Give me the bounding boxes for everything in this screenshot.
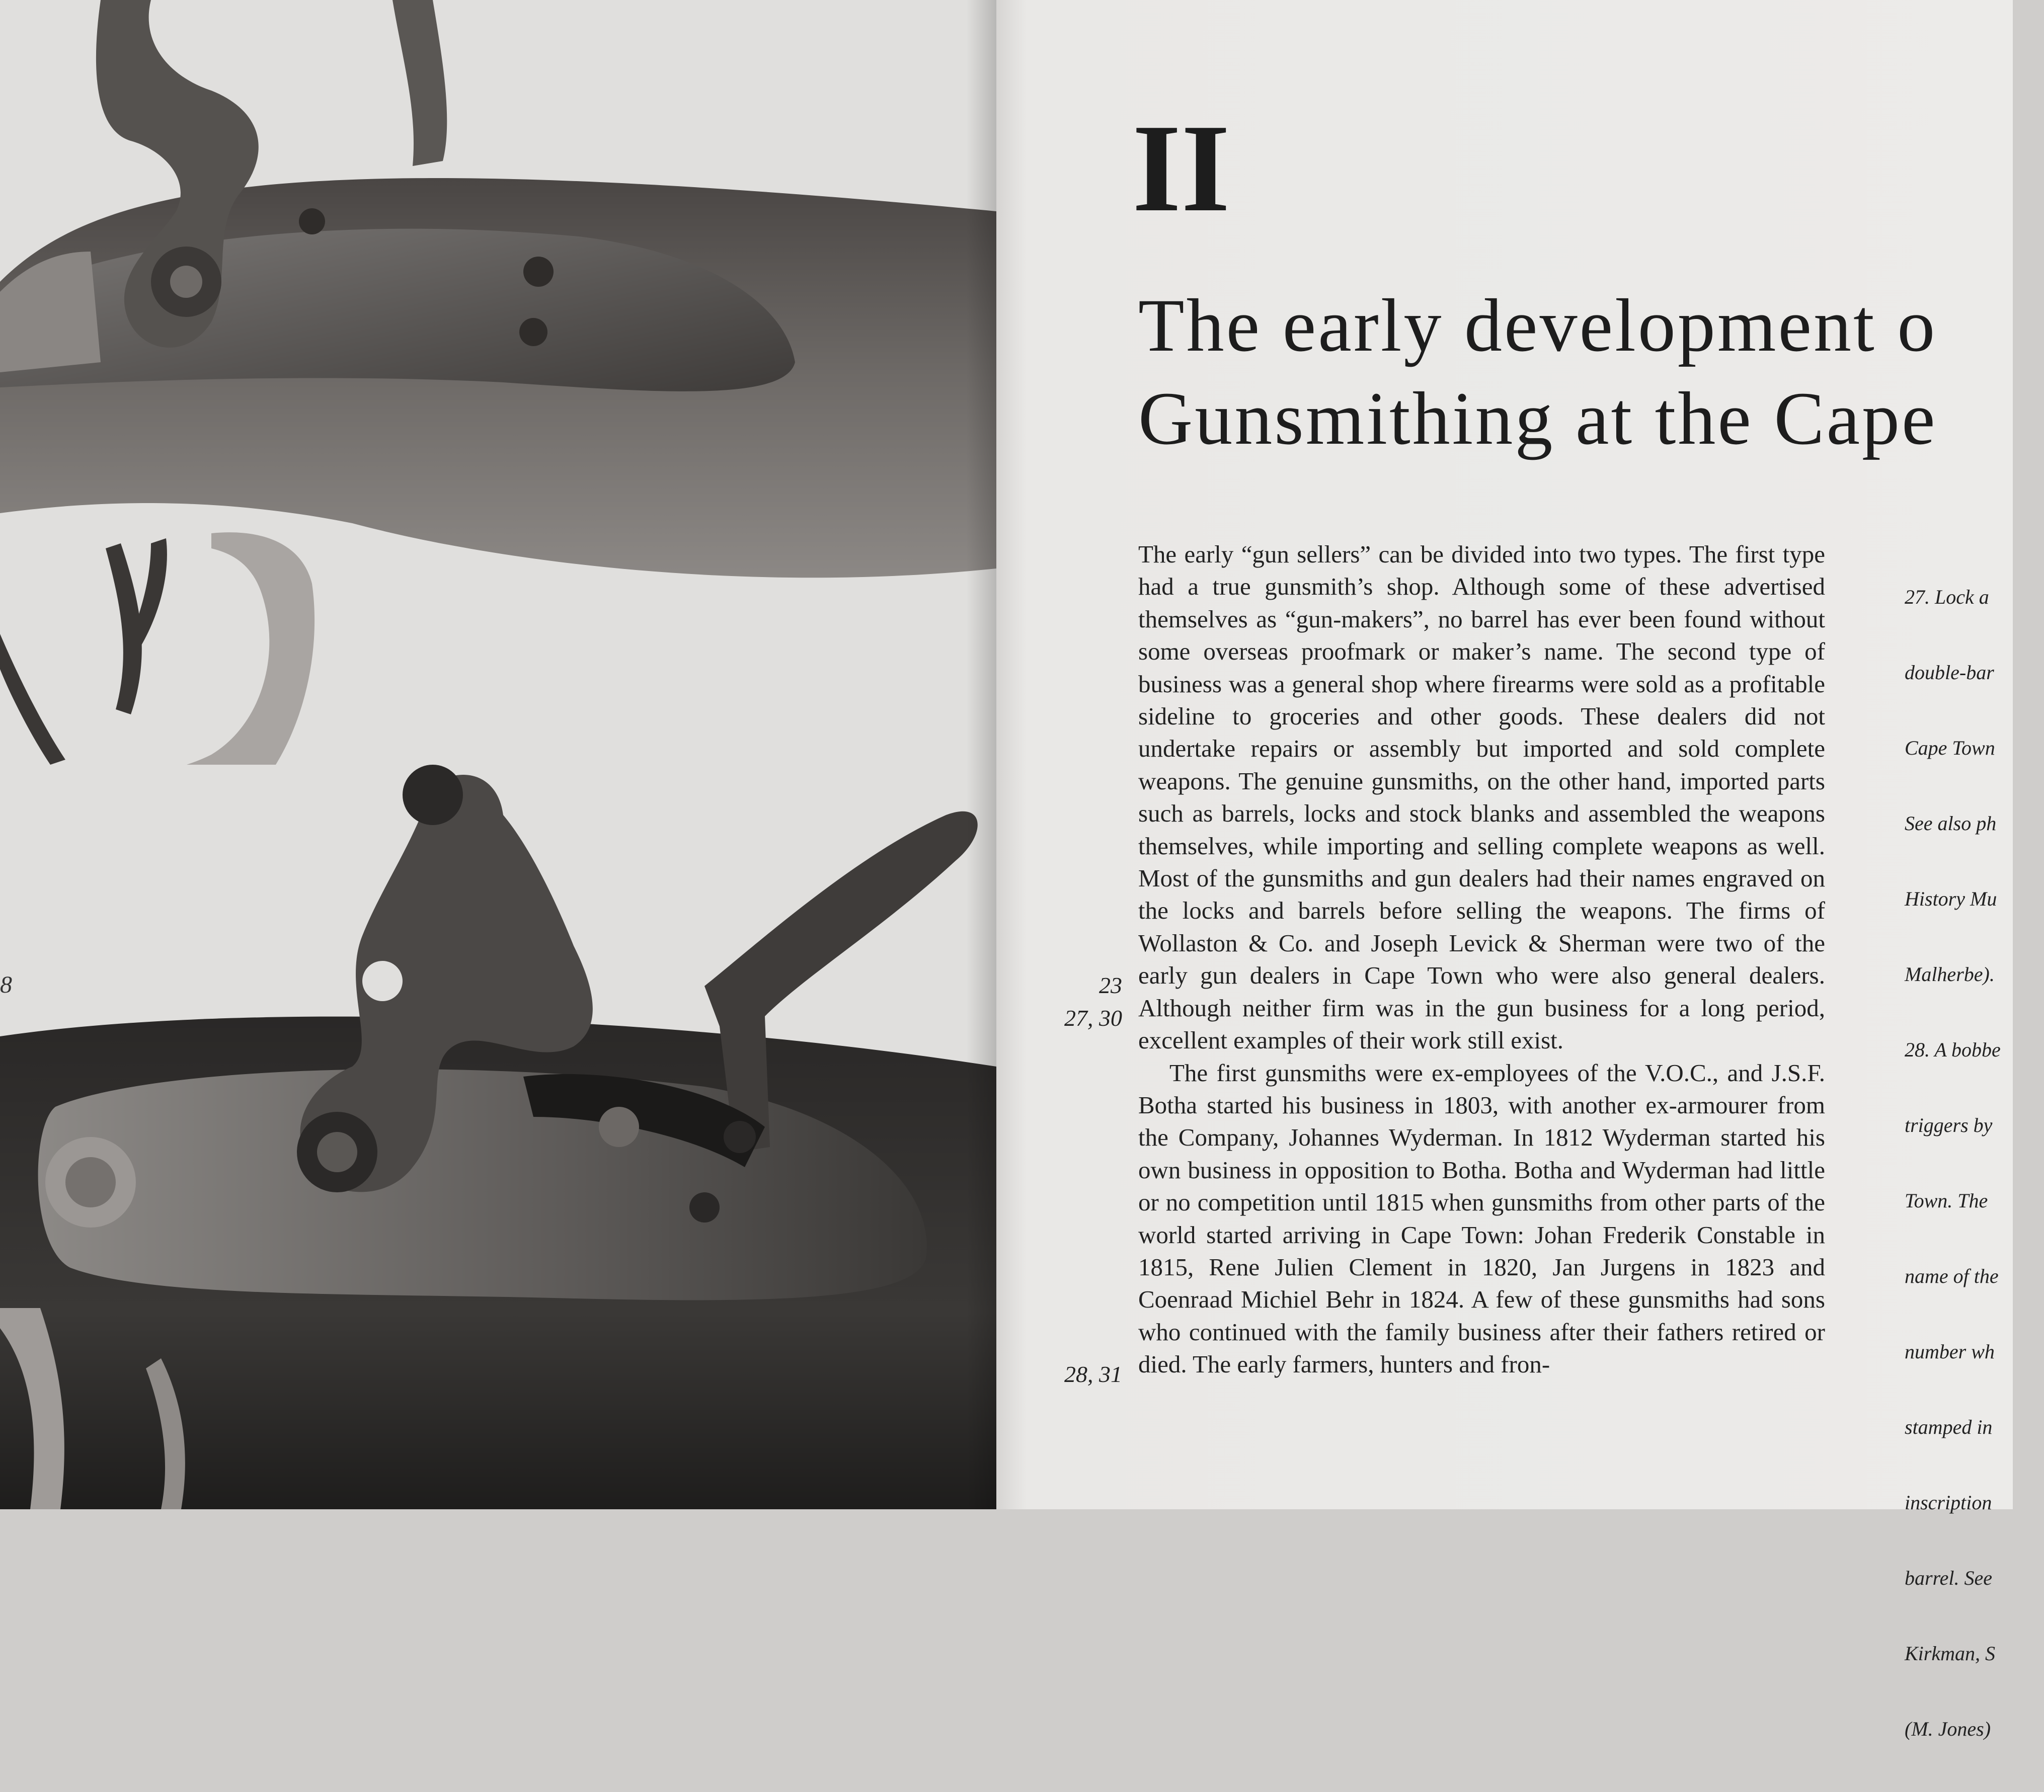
caption-line: Cape Town <box>1905 737 1995 759</box>
chapter-title-line-1: The early development o <box>1138 284 1937 367</box>
right-page <box>996 0 2013 1740</box>
page-edge-fragment: 8 <box>0 971 12 998</box>
caption-line: Town. The <box>1905 1189 1988 1212</box>
caption-line: (M. Jones) <box>1905 1718 1991 1740</box>
chapter-numeral: II <box>1132 99 1230 238</box>
caption-line: inscription <box>1905 1491 1992 1514</box>
caption-line: double-bar <box>1905 661 1994 684</box>
margin-ref-28-31: 28, 31 <box>1064 1361 1122 1387</box>
chapter-title-line-2: Gunsmithing at the Cape <box>1138 377 1937 460</box>
body-text <box>1138 538 1825 1381</box>
photo-flintlock-bottom <box>0 765 996 1509</box>
chapter-title <box>1138 279 2044 465</box>
body-paragraph-1: The early “gun sellers” can be divided into two types. The first type had a true gunsmith’s shop. Although some of these advertised themselves as “gun-makers”, no barrel has ever been found without some overseas proofmark or maker’s name. The second type of business was a general shop where firearms were sold as a profitable sideline to groceries and other goods. These dealers did not undertake repairs or assembly but imported and sold complete weapons. The genuine gunsmiths, on the other hand, imported parts such as barrels, locks and stock blanks and assembled the weapons themselves, while importing and selling complete weapons as well. Most of the gunsmiths and gun dealers had their names engraved on the locks and barrels before selling the weapons. The firms of Wollaston & Co. and Joseph Levick & Sherman were two of the early gun dealers in Cape Town who were also general dealers. Although neither firm was in the gun business for a long period, excellent examples of their work still exist. <box>1138 540 1825 1054</box>
caption-line: triggers by <box>1905 1114 1993 1136</box>
margin-ref-23: 23 <box>1099 972 1122 998</box>
caption-line: Malherbe). <box>1905 963 1995 986</box>
figure-caption <box>1905 534 2025 1792</box>
caption-line: History Mu <box>1905 887 1997 910</box>
caption-line: Kirkman, S <box>1905 1642 1995 1665</box>
caption-line: name of the <box>1905 1265 1999 1287</box>
flintlock-top-illustration <box>0 0 996 805</box>
caption-line: 28. A bobbe <box>1905 1038 2001 1061</box>
caption-line: See also ph <box>1905 812 1997 835</box>
caption-line: barrel. See <box>1905 1567 1993 1589</box>
flintlock-bottom-illustration <box>0 765 996 1509</box>
margin-ref-27-30: 27, 30 <box>1064 1005 1122 1031</box>
caption-line: stamped in <box>1905 1416 1993 1438</box>
left-page <box>0 0 996 1509</box>
caption-line: 27. Lock a <box>1905 586 1989 608</box>
photo-flintlock-top <box>0 0 996 805</box>
body-paragraph-2: The first gunsmiths were ex-employees of the V.O.C., and J.S.F. Botha started his business in 1803, with another ex-armourer from the Company, Johannes Wyderman. In 1812 Wyderman started his own business in opposition to Botha. Botha and Wyderman had little or no competition until 1815 when gunsmiths from other parts of the world started arriving in Cape Town: Johan Frederik Constable in 1815, Rene Julien Clement in 1820, Jan Jurgens in 1823 and Coenraad Michiel Behr in 1824. A few of these gunsmiths had sons who continued with the family business after their fathers retired or died. The early farmers, hunters and fron- <box>1138 1058 1825 1378</box>
gutter-shadow <box>966 0 996 1509</box>
caption-line: number wh <box>1905 1340 1995 1363</box>
